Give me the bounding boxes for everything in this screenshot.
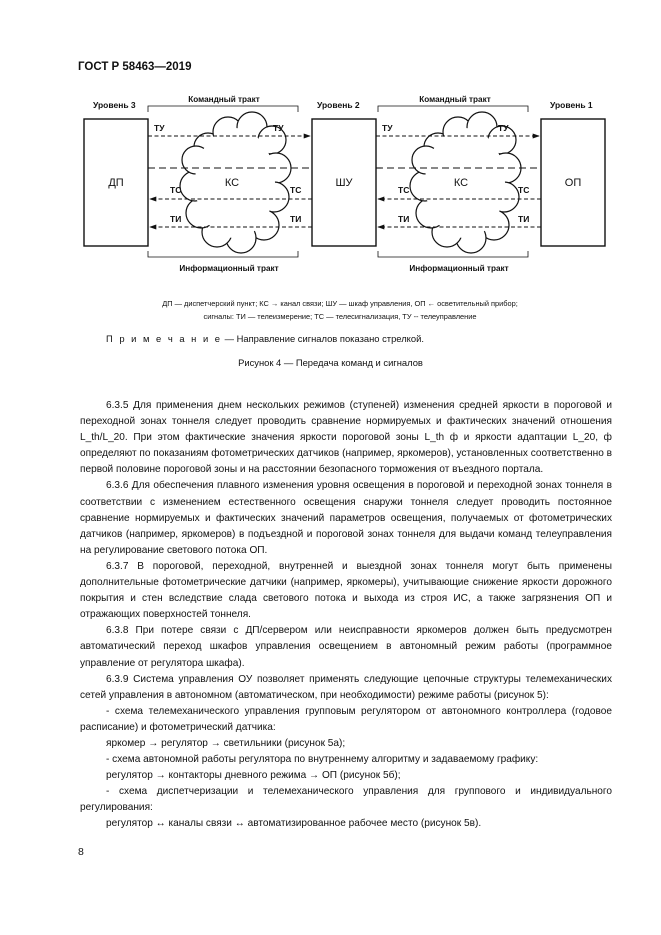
command-path-label-left: Командный тракт	[188, 95, 260, 104]
tu-label: ТУ	[154, 123, 165, 133]
figure-note	[106, 333, 424, 344]
ts-label: ТС	[398, 185, 410, 195]
level-2-label: Уровень 2	[317, 100, 360, 110]
paragraph-6-3-5: 6.3.5 Для применения днем нескольких режимов (ступеней) изменения средней яркости в пороговой и переходной зонах тоннеля следует проводить сравнение нормируемых и фактических значений отношения L_th/L_20. При этом фактические значения яркости пороговой зоны L_th ф и яркости адаптации L_20, ф определяют по показаниям фотометрических датчиков (например, яркомеров), установленных соответственно в первой половине пороговой зоны и на расстоянии безопасного торможения от въездного портала.	[80, 400, 612, 476]
chain-b: регулятор → контакторы дневного режима → ОП (рисунок 5б);	[106, 770, 401, 782]
list-item-scheme-b: - схема автономной работы регулятора по внутреннему алгоритму и задаваемому графику:	[106, 754, 539, 766]
paragraph-6-3-9: 6.3.9 Система управления ОУ позволяет применять следующие цепочные структуры телемеханических сетей управления в автономном (автоматическом, при необходимости) режиме работы (рисунок 5):	[80, 673, 612, 701]
chain-c: регулятор ↔ каналы связи ↔ автоматизированное рабочее место (рисунок 5в).	[106, 818, 482, 830]
cloud-right-label: КС	[453, 177, 469, 189]
tu-label: ТУ	[273, 123, 284, 133]
ts-label: ТС	[518, 185, 530, 195]
block-dp-label: ДП	[108, 177, 124, 189]
tu-label: ТУ	[498, 123, 509, 133]
command-path-bracket-right	[378, 106, 528, 112]
note-label: П р и м е ч а н и е	[106, 333, 223, 344]
figure-legend-line-2: сигналы: ТИ — телеизмерение; ТС — телесигнализация, ТУ -- телеуправление	[203, 312, 477, 321]
figure-caption: Рисунок 4 — Передача команд и сигналов	[238, 357, 423, 368]
signal-diagram	[0, 0, 661, 330]
info-path-bracket-left	[148, 251, 298, 257]
tu-label: ТУ	[382, 123, 393, 133]
info-path-label-left: Информационный тракт	[179, 264, 279, 273]
document-header: ГОСТ Р 58463—2019	[78, 61, 192, 73]
level-3-label: Уровень 3	[93, 100, 136, 110]
block-op-label: ОП	[564, 177, 582, 189]
info-path-bracket-right	[378, 251, 528, 257]
ts-label: ТС	[170, 185, 182, 195]
cloud-left-label: КС	[224, 177, 240, 189]
figure-legend-line-1: ДП — диспетчерский пункт; КС → канал связи; ШУ — шкаф управления, ОП ← осветительный прибор;	[162, 299, 518, 308]
body-text	[80, 398, 612, 833]
page-number: 8	[78, 846, 84, 858]
paragraph-6-3-6: 6.3.6 Для обеспечения плавного изменения уровня освещения в пороговой и переходной зонах тоннеля в соответствии с изменением естественного освещения снаружи тоннеля следует проводить постоянное сравнение нормируемых и фактических значений параметров освещения, получаемых от фотометрических датчиков (например, яркомеров) в подъездной и пороговой зонах тоннеля для выдачи команд телеуправления на регулирование светового потока ОП.	[80, 480, 612, 556]
list-item-scheme-a: - схема телемеханического управления групповым регулятором от автономного контроллера (годовое расписание) и фотометрический датчика:	[80, 705, 612, 733]
block-shu-label: ШУ	[335, 177, 353, 189]
command-path-bracket-left	[148, 106, 298, 112]
chain-a: яркомер → регулятор → светильники (рисунок 5а);	[106, 737, 346, 749]
command-path-label-right: Командный тракт	[419, 95, 491, 104]
ti-label: ТИ	[290, 214, 302, 224]
ts-label: ТС	[290, 185, 302, 195]
ti-label: ТИ	[398, 214, 410, 224]
ti-label: ТИ	[170, 214, 182, 224]
note-text: — Направление сигналов показано стрелкой.	[222, 333, 424, 344]
list-item-scheme-c: - схема диспетчеризации и телемеханического управления для группового и индивидуального регулирования:	[80, 786, 612, 814]
paragraph-6-3-7: 6.3.7 В пороговой, переходной, внутренней и выездной зонах тоннеля могут быть применены дополнительные фотометрические датчики (например, яркомеры), учитывающие снижение яркости дорожного покрытия и стен вследствие слада светового потока и выхода из строя ИС, а также загрязнения ОП и отражающих поверхностей тоннеля.	[80, 560, 612, 621]
level-1-label: Уровень 1	[550, 100, 593, 110]
info-path-label-right: Информационный тракт	[409, 264, 509, 273]
ti-label: ТИ	[518, 214, 530, 224]
paragraph-6-3-8: 6.3.8 При потере связи с ДП/сервером или неисправности яркомеров должен быть предусмотрен автоматический переход шкафов управления освещением в автономный режим работы (программное управление от регулятора шкафа).	[80, 625, 612, 669]
